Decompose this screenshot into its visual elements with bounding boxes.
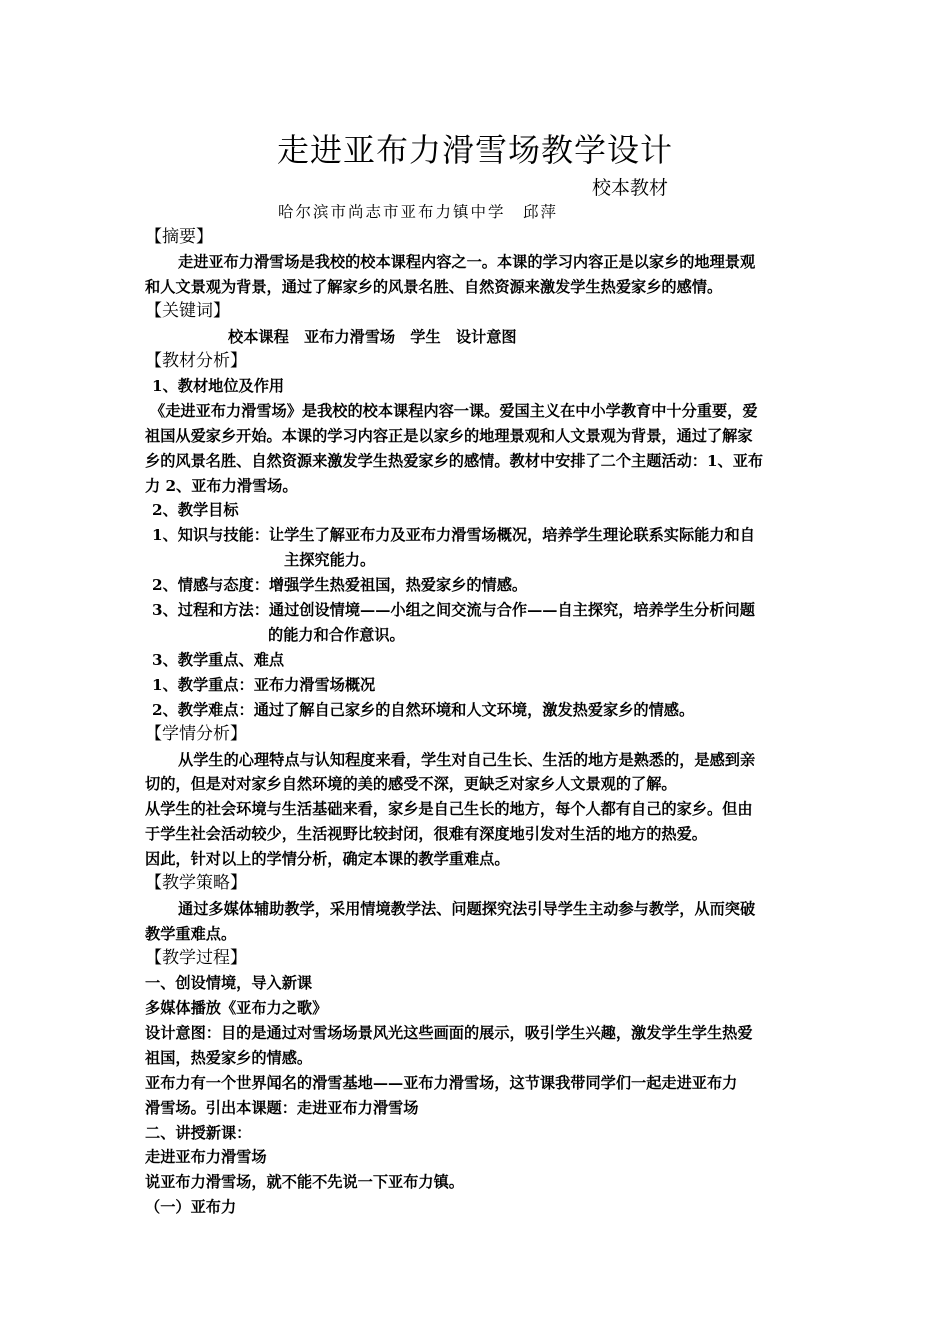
- paragraph-line: 多媒体播放《亚布力之歌》: [145, 999, 328, 1017]
- paragraph-line: 《走进亚布力滑雪场》是我校的校本课程内容一课。爱国主义在中小学教育中十分重要，爱: [150, 402, 758, 420]
- paragraph-line: 于学生社会活动较少，生活视野比较封闭，很难有深度地引发对生活的地方的热爱。: [145, 825, 707, 843]
- paragraph-line: 走进亚布力滑雪场: [145, 1148, 267, 1166]
- subheading: 3、教学重点、难点: [152, 651, 285, 669]
- section-heading-learner: 【学情分析】: [145, 724, 247, 744]
- list-item: 2、情感与态度：增强学生热爱祖国，热爱家乡的情感。: [152, 576, 528, 594]
- paragraph-line: 乡的风景名胜、自然资源来激发学生热爱家乡的感情。教材中安排了二个主题活动：1、亚布: [145, 452, 764, 470]
- subheading: （一）亚布力: [145, 1198, 237, 1216]
- paragraph-line: 从学生的社会环境与生活基础来看，家乡是自己生长的地方，每个人都有自己的家乡。但由: [145, 800, 753, 818]
- document-title: 走进亚布力滑雪场教学设计: [276, 131, 673, 169]
- paragraph-line: 滑雪场。引出本课题：走进亚布力滑雪场: [145, 1099, 419, 1117]
- subheading: 1、教材地位及作用: [152, 377, 285, 395]
- subheading: 2、教学目标: [152, 501, 239, 519]
- section-heading-process: 【教学过程】: [145, 948, 247, 968]
- list-item: 2、教学难点：通过了解自己家乡的自然环境和人文环境，激发热爱家乡的情感。: [152, 701, 695, 719]
- paragraph-line: 切的，但是对对家乡自然环境的美的感受不深，更缺乏对家乡人文景观的了解。: [145, 775, 677, 793]
- paragraph-line: 通过多媒体辅助教学，采用情境教学法、问题探究法引导学生主动参与教学，从而突破: [178, 900, 756, 918]
- paragraph-line: 力 2、亚布力滑雪场。: [145, 477, 298, 495]
- subheading: 一、创设情境，导入新课: [145, 974, 313, 992]
- paragraph-line: 教学重难点。: [145, 925, 237, 943]
- section-heading-material: 【教材分析】: [145, 351, 247, 371]
- paragraph-line: 祖国从爱家乡开始。本课的学习内容正是以家乡的地理景观和人文景观为背景，通过了解家: [145, 427, 753, 445]
- section-heading-keywords: 【关键词】: [145, 301, 230, 321]
- subheading: 二、讲授新课：: [145, 1124, 252, 1142]
- paragraph-line: 设计意图：目的是通过对雪场场景风光这些画面的展示，吸引学生兴趣，激发学生学生热爱: [145, 1024, 753, 1042]
- list-item: 3、过程和方法：通过创设情境——小组之间交流与合作——自主探究，培养学生分析问题: [152, 601, 755, 619]
- author-line: 哈尔滨市尚志市亚布力镇中学 邱萍: [278, 203, 559, 221]
- paragraph-line: 说亚布力滑雪场，就不能不先说一下亚布力镇。: [145, 1173, 464, 1191]
- paragraph-line: 走进亚布力滑雪场是我校的校本课程内容之一。本课的学习内容正是以家乡的地理景观: [178, 253, 756, 271]
- list-item: 1、知识与技能：让学生了解亚布力及亚布力滑雪场概况，培养学生理论联系实际能力和自: [152, 526, 755, 544]
- paragraph-line: 从学生的心理特点与认知程度来看，学生对自己生长、生活的地方是熟悉的，是感到亲: [178, 751, 756, 769]
- section-heading-abstract: 【摘要】: [145, 227, 213, 247]
- list-item-continuation: 主探究能力。: [284, 551, 376, 569]
- paragraph-line: 和人文景观为背景，通过了解家乡的风景名胜、自然资源来激发学生热爱家乡的感情。: [145, 278, 723, 296]
- section-heading-strategy: 【教学策略】: [145, 873, 247, 893]
- list-item-continuation: 的能力和合作意识。: [268, 626, 405, 644]
- list-item: 1、教学重点：亚布力滑雪场概况: [152, 676, 376, 694]
- paragraph-line: 祖国，热爱家乡的情感。: [145, 1049, 313, 1067]
- paragraph-line: 因此，针对以上的学情分析，确定本课的教学重难点。: [145, 850, 510, 868]
- keywords-line: 校本课程 亚布力滑雪场 学生 设计意图: [228, 328, 517, 346]
- paragraph-line: 亚布力有一个世界闻名的滑雪基地——亚布力滑雪场，这节课我带同学们一起走进亚布力: [145, 1074, 738, 1092]
- document-subtitle: 校本教材: [592, 177, 669, 199]
